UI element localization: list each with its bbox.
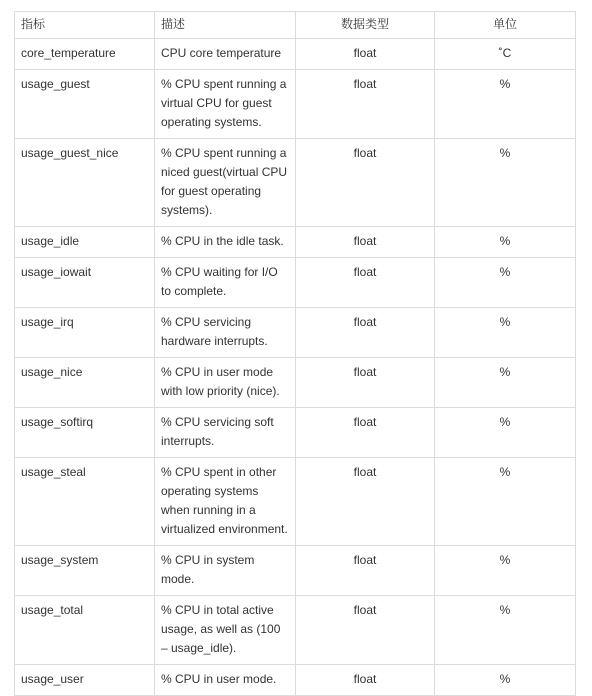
table-row (15, 227, 576, 258)
cell-description: % CPU spent running a virtual CPU for guest operating systems. (155, 70, 296, 139)
cell-data-type: float (296, 227, 435, 258)
cell-data-type: float (296, 596, 435, 665)
cell-unit: % (435, 358, 576, 408)
header-metric: 指标 (15, 12, 155, 39)
cell-unit: ˚C (435, 39, 576, 70)
header-data-type: 数据类型 (296, 12, 435, 39)
cell-metric: usage_guest_nice (15, 139, 155, 227)
cell-metric: usage_softirq (15, 408, 155, 458)
table-row (15, 596, 576, 665)
cell-description: CPU core temperature (155, 39, 296, 70)
cell-metric: core_temperature (15, 39, 155, 70)
table-row (15, 408, 576, 458)
table-row (15, 308, 576, 358)
cell-data-type: float (296, 458, 435, 546)
cell-metric: usage_irq (15, 308, 155, 358)
cell-metric: usage_system (15, 546, 155, 596)
table-row (15, 39, 576, 70)
cell-metric: usage_steal (15, 458, 155, 546)
cell-unit: % (435, 308, 576, 358)
metrics-table-container (14, 11, 575, 696)
cell-data-type: float (296, 308, 435, 358)
cell-description: % CPU in system mode. (155, 546, 296, 596)
cell-description: % CPU waiting for I/O to complete. (155, 258, 296, 308)
cell-unit: % (435, 258, 576, 308)
cell-description: % CPU in the idle task. (155, 227, 296, 258)
cell-data-type: float (296, 546, 435, 596)
cell-description: % CPU servicing soft interrupts. (155, 408, 296, 458)
header-unit: 单位 (435, 12, 576, 39)
cell-description: % CPU spent in other operating systems when running in a virtualized environment. (155, 458, 296, 546)
cell-data-type: float (296, 39, 435, 70)
table-row (15, 458, 576, 546)
cell-description: % CPU spent running a niced guest(virtual CPU for guest operating systems). (155, 139, 296, 227)
cell-metric: usage_user (15, 665, 155, 696)
cell-unit: % (435, 458, 576, 546)
cell-metric: usage_guest (15, 70, 155, 139)
table-row (15, 139, 576, 227)
cell-data-type: float (296, 358, 435, 408)
cell-description: % CPU in user mode. (155, 665, 296, 696)
metrics-table (14, 11, 576, 696)
table-row (15, 546, 576, 596)
cell-unit: % (435, 70, 576, 139)
cell-unit: % (435, 596, 576, 665)
table-row (15, 665, 576, 696)
cell-description: % CPU in user mode with low priority (nice). (155, 358, 296, 408)
header-description: 描述 (155, 12, 296, 39)
cell-metric: usage_iowait (15, 258, 155, 308)
cell-data-type: float (296, 139, 435, 227)
cell-unit: % (435, 665, 576, 696)
cell-data-type: float (296, 258, 435, 308)
cell-unit: % (435, 408, 576, 458)
cell-metric: usage_idle (15, 227, 155, 258)
table-header-row (15, 12, 576, 39)
cell-unit: % (435, 139, 576, 227)
cell-data-type: float (296, 408, 435, 458)
cell-description: % CPU servicing hardware interrupts. (155, 308, 296, 358)
cell-metric: usage_nice (15, 358, 155, 408)
table-row (15, 70, 576, 139)
table-row (15, 358, 576, 408)
table-row (15, 258, 576, 308)
cell-description: % CPU in total active usage, as well as (100 – usage_idle). (155, 596, 296, 665)
cell-data-type: float (296, 70, 435, 139)
cell-data-type: float (296, 665, 435, 696)
cell-unit: % (435, 546, 576, 596)
cell-metric: usage_total (15, 596, 155, 665)
cell-unit: % (435, 227, 576, 258)
